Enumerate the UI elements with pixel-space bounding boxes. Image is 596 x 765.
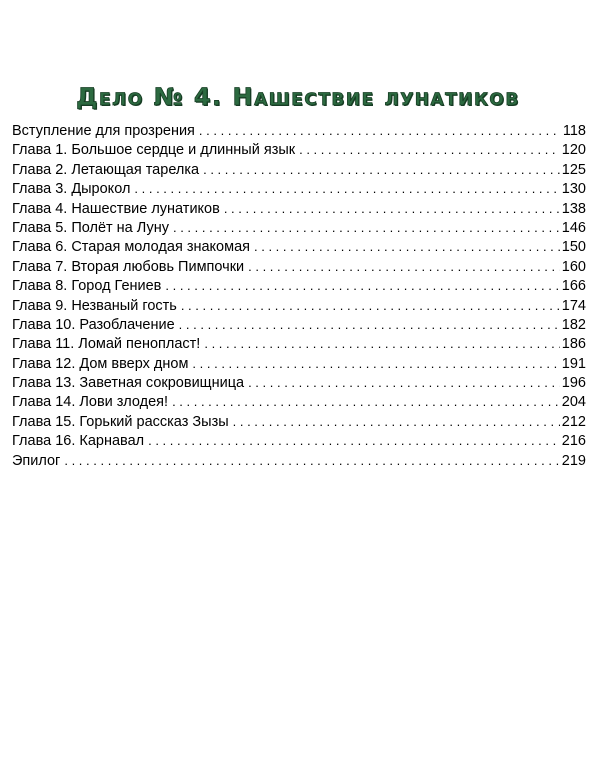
toc-leader-dots [148, 431, 560, 450]
toc-leader-dots [165, 276, 559, 295]
toc-entry-title: Глава 7. Вторая любовь Пимпочки [12, 258, 245, 275]
toc-entry-page: 118 [562, 123, 586, 139]
toc-entry-page: 216 [561, 433, 586, 450]
toc-entry [12, 392, 586, 411]
toc-entry-page: 182 [561, 316, 586, 333]
toc-entry-title: Глава 10. Разоблачение [12, 316, 175, 333]
toc-leader-dots [224, 199, 560, 218]
toc-entry-title: Глава 14. Лови злодея! [12, 394, 169, 411]
toc-entry-title: Глава 5. Полёт на Луну [12, 219, 169, 236]
toc-entry [12, 451, 586, 470]
toc-entry-title: Глава 13. Заветная сокровищница [12, 375, 245, 392]
toc-leader-dots [254, 237, 560, 256]
toc-entry-title: Глава 12. Дом вверх дном [12, 355, 189, 372]
toc-leader-dots [204, 334, 559, 353]
toc-entry-title: Глава 3. Дырокол [12, 181, 131, 198]
toc-entry [12, 218, 586, 237]
toc-entry [12, 354, 586, 373]
toc-entry-page: 160 [561, 258, 586, 275]
toc-leader-dots [181, 296, 560, 315]
toc-entry-page: 212 [561, 413, 586, 430]
toc-leader-dots [199, 121, 561, 140]
toc-entry-title: Вступление для прозрения [12, 123, 195, 139]
toc-entry [12, 140, 586, 159]
section-heading: Дело № 4. Нашествие лунатиков [76, 83, 520, 111]
toc-entry-page: 219 [561, 452, 586, 469]
toc-entry [12, 412, 586, 431]
toc-entry [12, 237, 586, 256]
toc-entry-page: 174 [561, 297, 586, 314]
toc-entry-title: Глава 16. Карнавал [12, 433, 145, 450]
toc-leader-dots [179, 315, 560, 334]
toc-entry [12, 334, 586, 353]
toc-entry-page: 138 [561, 200, 586, 217]
toc-entry-page: 196 [561, 375, 586, 392]
toc-entry-page: 120 [561, 142, 586, 159]
toc-entry [12, 315, 586, 334]
toc-entry-title: Глава 1. Большое сердце и длинный язык [12, 142, 296, 159]
toc-entry-title: Глава 11. Ломай пенопласт! [12, 336, 201, 353]
toc-entry-title: Глава 15. Горький рассказ Зызы [12, 413, 229, 430]
toc-entry [12, 179, 586, 198]
toc-entry [12, 160, 586, 179]
toc-entry-page: 204 [561, 394, 586, 411]
toc-leader-dots [192, 354, 559, 373]
toc-entry [12, 257, 586, 276]
toc-leader-dots [64, 451, 559, 470]
toc-entry-title: Глава 4. Нашествие лунатиков [12, 200, 220, 217]
toc-leader-dots [299, 140, 560, 159]
toc-entry-page: 125 [561, 161, 586, 178]
toc-leader-dots [233, 412, 560, 431]
toc-leader-dots [248, 257, 560, 276]
toc-entry [12, 199, 586, 218]
toc-leader-dots [203, 160, 560, 179]
toc-entry-page: 166 [561, 278, 586, 295]
toc-entry [12, 121, 586, 140]
toc-entry [12, 373, 586, 392]
toc-entry-page: 191 [561, 355, 586, 372]
toc-leader-dots [173, 218, 560, 237]
table-of-contents [12, 121, 586, 470]
toc-entry-title: Глава 6. Старая молодая знакомая [12, 239, 251, 256]
toc-entry-title: Эпилог [12, 452, 61, 469]
toc-leader-dots [134, 179, 559, 198]
toc-entry [12, 296, 586, 315]
toc-leader-dots [248, 373, 560, 392]
toc-entry-title: Глава 2. Летающая тарелка [12, 161, 200, 178]
toc-entry-page: 186 [561, 336, 586, 353]
toc-leader-dots [172, 392, 560, 411]
toc-entry-title: Глава 8. Город Гениев [12, 278, 162, 295]
toc-entry [12, 431, 586, 450]
toc-entry-page: 130 [561, 181, 586, 198]
toc-entry-page: 150 [561, 239, 586, 256]
toc-entry-title: Глава 9. Незваный гость [12, 297, 177, 314]
toc-entry-page: 146 [561, 219, 586, 236]
toc-entry [12, 276, 586, 295]
